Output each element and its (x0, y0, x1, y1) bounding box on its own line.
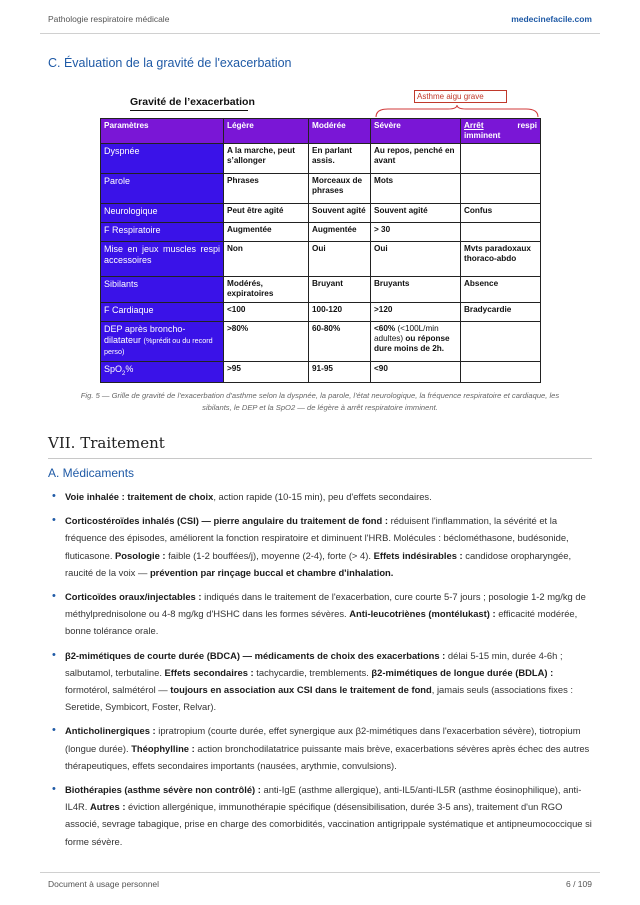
footer-note: Document à usage personnel (48, 879, 160, 889)
page-header (48, 14, 592, 28)
body-text: faible (1-2 bouffées/j), moyenne (2-4), forte (> 4). (165, 549, 374, 561)
list-item (48, 488, 596, 505)
table-cell (461, 174, 541, 204)
param-cell: Dyspnée (101, 144, 224, 174)
table-cell: >120 (371, 303, 461, 322)
body-text: ipratropium (courte durée, effet synergique aux β2-mimétiques dans l'exacerbation sévère), tiotropium (longue durée). (65, 725, 581, 754)
col-header: Sévère (371, 119, 461, 144)
table-cell: Souvent agité (371, 204, 461, 223)
param-cell: F Cardiaque (101, 303, 224, 322)
list-item (48, 722, 596, 774)
figure-title-underline (130, 110, 248, 111)
bold-text: Biothérapies (asthme sévère non contrôlé) : (65, 784, 261, 796)
severity-table (100, 118, 541, 383)
table-cell: <90 (371, 362, 461, 383)
table-cell (461, 322, 541, 362)
body-text: , action rapide (10-15 min), peu d'effets secondaires. (213, 491, 432, 502)
table-cell: Souvent agité (309, 204, 371, 223)
table-cell: Confus (461, 204, 541, 223)
bold-text: Théophylline : (131, 742, 195, 754)
table-cell: > 30 (371, 223, 461, 242)
col-header: Paramètres (101, 119, 224, 144)
table-cell: Peut être agité (224, 204, 309, 223)
table-cell (461, 362, 541, 383)
table-cell: Au repos, penché en avant (371, 144, 461, 174)
section-a-heading: A. Médicaments (48, 466, 135, 480)
table-cell: A la marche, peut s’allonger (224, 144, 309, 174)
table-cell: Non (224, 242, 309, 277)
table-cell: Morceaux de phrases (309, 174, 371, 204)
table-cell: >95 (224, 362, 309, 383)
severity-figure (96, 84, 544, 384)
header-title: Pathologie respiratoire médicale (48, 14, 170, 24)
table-cell: Bruyants (371, 277, 461, 303)
section-divider (48, 458, 592, 459)
table-cell: Mvts paradoxaux thoraco-abdo (461, 242, 541, 277)
table-cell: Augmentée (309, 223, 371, 242)
page-number: 6 / 109 (566, 879, 592, 889)
table-cell: 60-80% (309, 322, 371, 362)
body-text: délai 5-15 min, durée 4-6h ; salbutamol, terbutaline. (65, 649, 563, 678)
treatment-list (48, 488, 596, 857)
body-text: anti-IgE (asthme allergique), anti-IL5/anti-IL5R (asthme éosinophilique), anti-IL4R. (65, 784, 582, 813)
table-cell: Oui (371, 242, 461, 277)
table-cell: >80% (224, 322, 309, 362)
bold-text: prévention par rinçage buccal et chambre d'inhalation. (149, 566, 394, 578)
body-text: éviction allergénique, immunothérapie spécifique (désensibilisation, durée 3-5 ans), traitement d'un RGO associé, sevrage tabagique, prise en charge des comorbidités, vaccination antigrippale systématique et antipneumococcique si forme sévère. (65, 801, 592, 847)
table-cell: En parlant assis. (309, 144, 371, 174)
bold-text: toujours en association aux CSI dans le traitement de fond (170, 684, 432, 696)
bold-text: Corticostéroïdes inhalés (CSI) — pierre angulaire du traitement de fond : (65, 515, 388, 527)
bold-text: Anti-leucotriènes (montélukast) : (349, 608, 496, 620)
body-text: , jamais seuls (associations fixes : Seretide, Symbicort, Foster, Relvar). (65, 684, 573, 713)
table-cell: Modérés, expiratoires (224, 277, 309, 303)
table-cell: Augmentée (224, 223, 309, 242)
bold-text: Voie inhalée : traitement de choix (65, 491, 214, 502)
header-divider (40, 33, 600, 34)
param-cell: Mise en jeux muscles respi accessoires (101, 242, 224, 277)
param-cell: DEP après broncho-dilatateur (%prédit ou du record perso) (101, 322, 224, 362)
bold-text: Posologie : (115, 549, 166, 561)
body-text: indiqués dans le traitement de l'exacerbation, cure courte 5-7 jours ; posologie 1-2 mg/kg de méthylprednisolone ou 4-8 mg/kg d'HSHC dans les formes sévères. (65, 591, 586, 620)
table-row (101, 204, 541, 223)
bold-text: Corticoïdes oraux/injectables : (65, 591, 202, 603)
body-text: action bronchodilatatrice puissante mais brève, exacerbations sévères après échec des autres thérapeutiques, effets secondaires importants (nausées, arythmie, convulsions). (65, 742, 590, 771)
asthme-aigu-grave-label: Asthme aigu grave (414, 90, 507, 103)
table-cell: 100-120 (309, 303, 371, 322)
table-row (101, 242, 541, 277)
body-text: efficacité modérée, bonne tolérance orale. (65, 608, 578, 637)
param-cell: F Respiratoire (101, 223, 224, 242)
col-header-arret: Arrêt respi imminent (461, 119, 541, 144)
table-cell (461, 144, 541, 174)
table-row (101, 303, 541, 322)
table-cell: Bradycardie (461, 303, 541, 322)
body-text: réduisent l'inflammation, la sévérité et la fréquence des épisodes, améliorent la fonction respiratoire et diminuent l'HRB. Molécules : béclométhasone, budésonide, fluticasone. (65, 515, 569, 561)
col-header: Modérée (309, 119, 371, 144)
table-cell: Oui (309, 242, 371, 277)
list-item (48, 647, 596, 716)
table-cell: Absence (461, 277, 541, 303)
table-cell: Mots (371, 174, 461, 204)
list-item (48, 512, 596, 581)
footer-divider (40, 872, 600, 873)
table-cell: 91-95 (309, 362, 371, 383)
param-cell: Parole (101, 174, 224, 204)
table-cell: Bruyant (309, 277, 371, 303)
curly-brace-icon (374, 104, 540, 118)
table-row (101, 362, 541, 383)
table-header-row (101, 119, 541, 144)
section-c-heading: C. Évaluation de la gravité de l'exacerbation (48, 56, 292, 70)
bold-text: β2-mimétiques de courte durée (BDCA) — médicaments de choix des exacerbations : (65, 649, 446, 661)
bold-text: Effets secondaires : (164, 666, 254, 678)
table-cell: <60% (<100L/min adultes) ou réponse dure moins de 2h. (371, 322, 461, 362)
bold-text: β2-mimétiques de longue durée (BDLA) : (371, 666, 554, 678)
table-cell (461, 223, 541, 242)
table-row (101, 174, 541, 204)
page-footer (48, 879, 592, 889)
body-text: candidose oropharyngée, raucité de la voix — (65, 549, 572, 578)
param-cell: Sibilants (101, 277, 224, 303)
table-row (101, 144, 541, 174)
bold-text: Effets indésirables : (373, 549, 463, 561)
param-cell: SpO$_2$% (101, 362, 224, 383)
body-text: tachycardie, tremblements. (253, 666, 372, 678)
list-item (48, 588, 596, 640)
col-header: Légère (224, 119, 309, 144)
body-text: formotérol, salmétérol — (65, 684, 171, 696)
bold-text: Anticholinergiques : (65, 725, 156, 737)
bold-text: Autres : (90, 801, 126, 813)
table-cell: Phrases (224, 174, 309, 204)
param-cell: Neurologique (101, 204, 224, 223)
table-row (101, 223, 541, 242)
table-row (101, 322, 541, 362)
list-item (48, 781, 596, 850)
figure-caption: Fig. 5 — Grille de gravité de l'exacerbation d'asthme selon la dyspnée, la parole, l'état neurologique, la fréquence respiratoire et cardiaque, les sibilants, le DEP et la SpO2 — de légère à arrêt respiratoire imminent. (80, 391, 560, 412)
figure-title: Gravité de l’exacerbation (130, 96, 255, 108)
header-site-link[interactable]: medecinefacile.com (511, 14, 592, 24)
table-cell: <100 (224, 303, 309, 322)
table-row (101, 277, 541, 303)
section-vii-heading: VII. Traitement (48, 434, 165, 452)
